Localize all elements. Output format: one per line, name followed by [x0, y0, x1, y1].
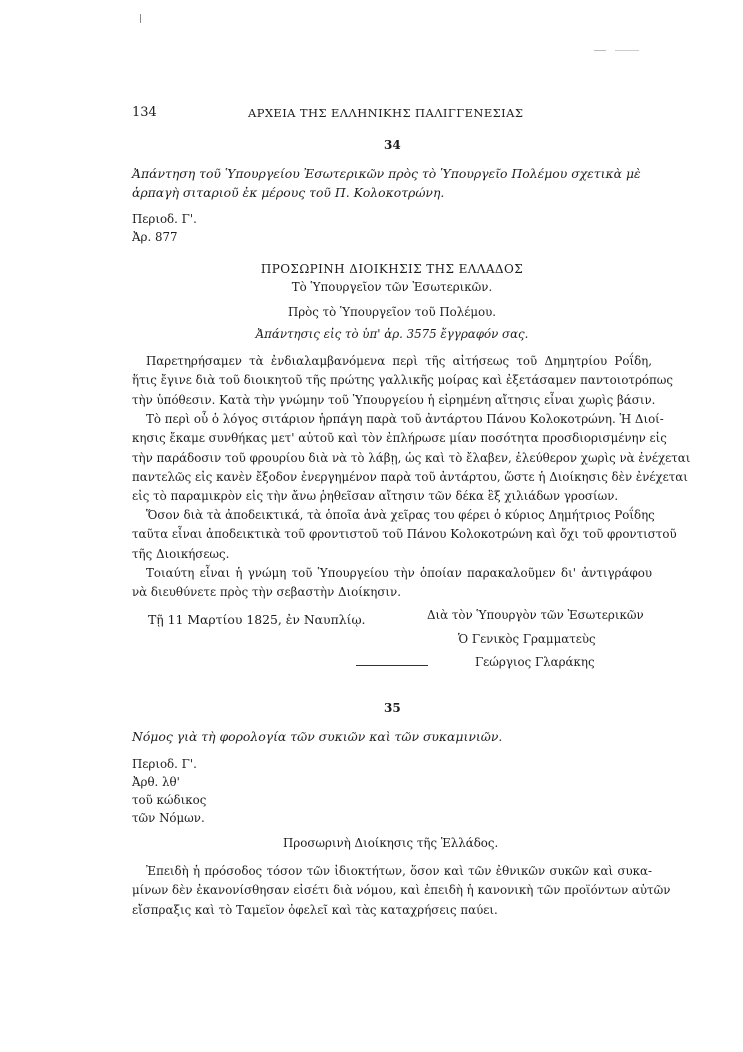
- doc34-signature-name: Γεώργιος Γλαράκης: [475, 655, 595, 669]
- text-line: παντελῶς εἰς κανὲν ἔξοδον ἐνεργημένον παρὰ τοῦ ἀντάρτου, ὥστε ἡ Διοίκησις δὲν ἐνέχεται: [132, 469, 688, 484]
- text-line: κησις ἔκαμε συνθήκας μετ' αὐτοῦ καὶ τὸν ἐπλήρωσε μίαν ποσότητα προσδιορισμένην εἰς: [132, 431, 667, 446]
- scan-speck: [594, 50, 606, 51]
- text-line: Ὅσον διὰ τὰ ἀποδεικτικά, τὰ ὁποῖα ἀνὰ χεῖρας του φέρει ὁ κύριος Δημήτριος Ροΐδης: [146, 508, 655, 522]
- doc34-paragraph-2: [132, 410, 691, 506]
- document-number-34: 34: [384, 138, 401, 152]
- doc34-ref-number: Ἀρ. 877: [132, 230, 178, 244]
- doc35-ref-period: Περιοδ. Γ'.: [132, 757, 197, 771]
- document-number-35: 35: [384, 701, 401, 715]
- page-number: 134: [132, 105, 157, 120]
- text-line: τῆς Διοικήσεως.: [132, 546, 230, 561]
- doc34-heading-line-1: Ἀπάντηση τοῦ Ὑπουργείου Ἐσωτερικῶν πρὸς τὸ Ὑπουργεῖο Πολέμου σχετικὰ μὲ: [132, 166, 641, 181]
- doc34-heading-line-2: ἁρπαγὴ σιταριοῦ ἐκ μέρους τοῦ Π. Κολοκοτρώνη.: [132, 185, 445, 200]
- text-line: Τὸ περὶ οὗ ὁ λόγος σιτάριον ἡρπάγη παρὰ τοῦ ἀντάρτου Πάνου Κολοκοτρώνη. Ἡ Διοί-: [146, 412, 664, 426]
- text-line: Τοιαύτη εἶναι ἡ γνώμη τοῦ Ὑπουργείου τὴν ὁποίαν παρακαλοῦμεν δι' ἀντιγράφου: [146, 566, 652, 580]
- doc35-government-title: Προσωρινὴ Διοίκησις τῆς Ἑλλάδος.: [283, 836, 499, 850]
- text-line: εἰς τὸ παραμικρὸν εἰς τὴν ἄνω ῥηθεῖσαν αἴτησιν τῶν δέκα ἓξ χιλιάδων γροσίων.: [132, 489, 619, 504]
- text-line: τὴν ὑπόθεσιν. Κατὰ τὴν γνώμην τοῦ Ὑπουργείου ἡ εἰρημένη αἴτησις εἶναι χωρὶς βάσιν.: [132, 392, 656, 407]
- section-divider: [356, 665, 428, 666]
- doc35-ref-article: Ἀρθ. λθ': [132, 775, 180, 789]
- text-line: μίνων δὲν ἐκανονίσθησαν εἰσέτι διὰ νόμου, καὶ ἐπειδὴ ἡ κανονικὴ τῶν προϊόντων αὐτῶν: [132, 883, 671, 898]
- doc35-paragraph-1: [132, 862, 671, 920]
- scan-speck: [615, 50, 639, 51]
- doc34-ref-period: Περιοδ. Γ'.: [132, 212, 197, 226]
- doc34-signature-line-2: Ὁ Γενικὸς Γραμματεὺς: [458, 632, 596, 646]
- doc34-signature-line-1: Διὰ τὸν Ὑπουργὸν τῶν Ἐσωτερικῶν: [427, 608, 644, 622]
- text-line: Ἐπειδὴ ἡ πρόσοδος τόσον τῶν ἰδιοκτήτων, ὅσον καὶ τῶν ἐθνικῶν συκῶν καὶ συκα-: [146, 864, 652, 878]
- doc34-paragraph-3: [132, 506, 677, 564]
- text-line: νὰ διευθύνετε πρὸς τὴν σεβαστὴν Διοίκησιν.: [132, 585, 401, 600]
- running-title: ΑΡΧΕΙΑ ΤΗΣ ΕΛΛΗΝΙΚΗΣ ΠΑΛΙΓΓΕΝΕΣΙΑΣ: [248, 106, 524, 120]
- text-line: εἴσπραξις καὶ τὸ Ταμεῖον ὀφελεῖ καὶ τὰς καταχρήσεις παύει.: [132, 902, 498, 917]
- doc35-ref-laws: τῶν Νόμων.: [132, 811, 205, 825]
- doc34-ministry: Τὸ Ὑπουργεῖον τῶν Ἐσωτερικῶν.: [291, 280, 493, 294]
- doc35-heading: Νόμος γιὰ τὴ φορολογία τῶν συκιῶν καὶ τῶν συκαμινιῶν.: [132, 729, 503, 744]
- text-line: Παρετηρήσαμεν τὰ ἐνδιαλαμβανόμενα περὶ τῆς αἰτήσεως τοῦ Δημητρίου Ροΐδη,: [146, 354, 652, 368]
- doc34-reply-reference: Ἀπάντησις εἰς τὸ ὑπ' ἀρ. 3575 ἔγγραφόν σας.: [255, 327, 529, 341]
- doc34-government-title: ΠΡΟΣΩΡΙΝΗ ΔΙΟΙΚΗΣΙΣ ΤΗΣ ΕΛΛΑΔΟΣ: [260, 262, 524, 276]
- scan-speck: [140, 14, 141, 23]
- doc34-date-place: Τῇ 11 Μαρτίου 1825, ἐν Ναυπλίῳ.: [148, 612, 366, 627]
- text-line: τὴν παράδοσιν τοῦ φρουρίου διὰ νὰ τὸ λάβῃ, ὡς καὶ τὸ ἔλαβεν, ἐλεύθερον χωρὶς νὰ ἐνέχεται: [132, 450, 691, 465]
- doc34-addressee: Πρὸς τὸ Ὑπουργεῖον τοῦ Πολέμου.: [287, 305, 497, 319]
- text-line: ταῦτα εἶναι ἀποδεικτικὰ τοῦ φροντιστοῦ τοῦ Πάνου Κολοκοτρώνη καὶ ὄχι τοῦ φροντιστοῦ: [132, 527, 677, 542]
- doc35-ref-code: τοῦ κώδικος: [132, 793, 207, 807]
- doc34-paragraph-1: [132, 352, 673, 410]
- text-line: ἥτις ἔγινε διὰ τοῦ διοικητοῦ τῆς πρώτης γαλλικῆς μοίρας καὶ ἐξετάσαμεν παντοιοτρόπως: [132, 373, 673, 388]
- doc34-paragraph-4: [132, 564, 652, 603]
